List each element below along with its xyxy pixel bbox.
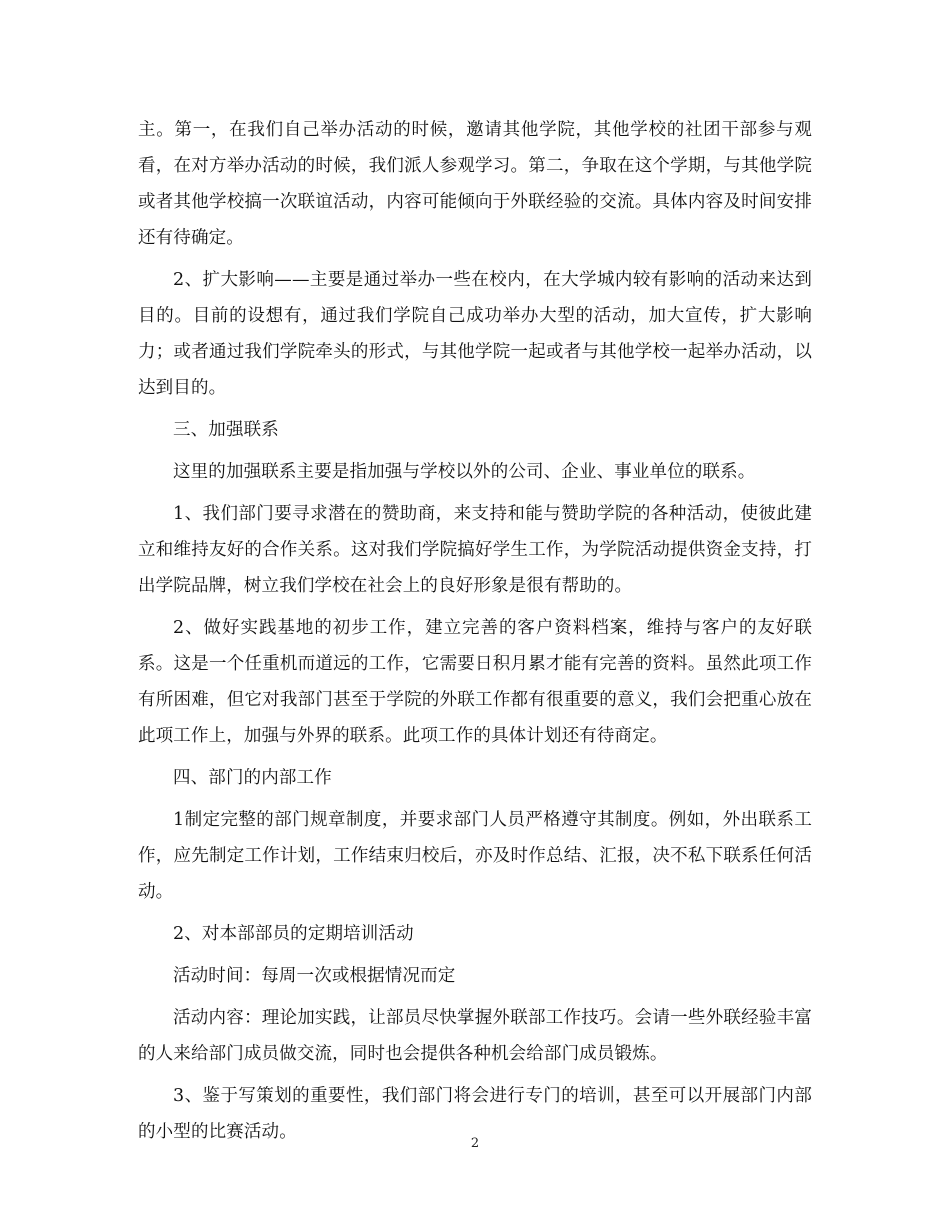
paragraph-1: 主。第一，在我们自己举办活动的时候，邀请其他学院，其他学校的社团干部参与观看，在对方举办活动的时候，我们派人参观学习。第二，争取在这个学期，与其他学院或者其他学校搞一次联谊活动，内容可能倾向于外联经验的交流。具体内容及时间安排还有待确定。 xyxy=(138,120,812,248)
section-heading-4: 四、部门的内部工作 xyxy=(173,768,332,788)
document-body xyxy=(138,112,812,1156)
section-heading-3: 三、加强联系 xyxy=(173,420,279,440)
paragraph-8: 1制定完整的部门规章制度，并要求部门人员严格遵守其制度。例如，外出联系工作，应先制定工作计划，工作结束归校后，亦及时作总结、汇报，决不私下联系任何活动。 xyxy=(138,810,812,902)
paragraph-2: 2、扩大影响——主要是通过举办一些在校内，在大学城内较有影响的活动来达到目的。目前的设想有，通过我们学院自己成功举办大型的活动，加大宣传，扩大影响力；或者通过我们学院牵头的形式，与其他学院一起或者与其他学校一起举办活动，以达到目的。 xyxy=(138,270,812,398)
paragraph-9: 2、对本部部员的定期培训活动 xyxy=(173,924,414,944)
paragraph-5: 1、我们部门要寻求潜在的赞助商，来支持和能与赞助学院的各种活动，使彼此建立和维持友好的合作关系。这对我们学院搞好学生工作，为学院活动提供资金支持，打出学院品牌，树立我们学校在社会上的良好形象是很有帮助的。 xyxy=(138,504,812,596)
page-number: 2 xyxy=(470,1136,480,1151)
paragraph-6: 2、做好实践基地的初步工作，建立完善的客户资料档案，维持与客户的友好联系。这是一个任重机而道远的工作，它需要日积月累才能有完善的资料。虽然此项工作有所困难，但它对我部门甚至于学院的外联工作都有很重要的意义，我们会把重心放在此项工作上，加强与外界的联系。此项工作的具体计划还有待商定。 xyxy=(138,618,812,746)
paragraph-12: 3、鉴于写策划的重要性，我们部门将会进行专门的培训，甚至可以开展部门内部的小型的比赛活动。 xyxy=(138,1086,812,1142)
paragraph-4: 这里的加强联系主要是指加强与学校以外的公司、企业、事业单位的联系。 xyxy=(173,462,756,482)
paragraph-10: 活动时间：每周一次或根据情况而定 xyxy=(173,966,456,986)
paragraph-11: 活动内容：理论加实践，让部员尽快掌握外联部工作技巧。会请一些外联经验丰富的人来给部门成员做交流，同时也会提供各种机会给部门成员锻炼。 xyxy=(138,1008,812,1064)
